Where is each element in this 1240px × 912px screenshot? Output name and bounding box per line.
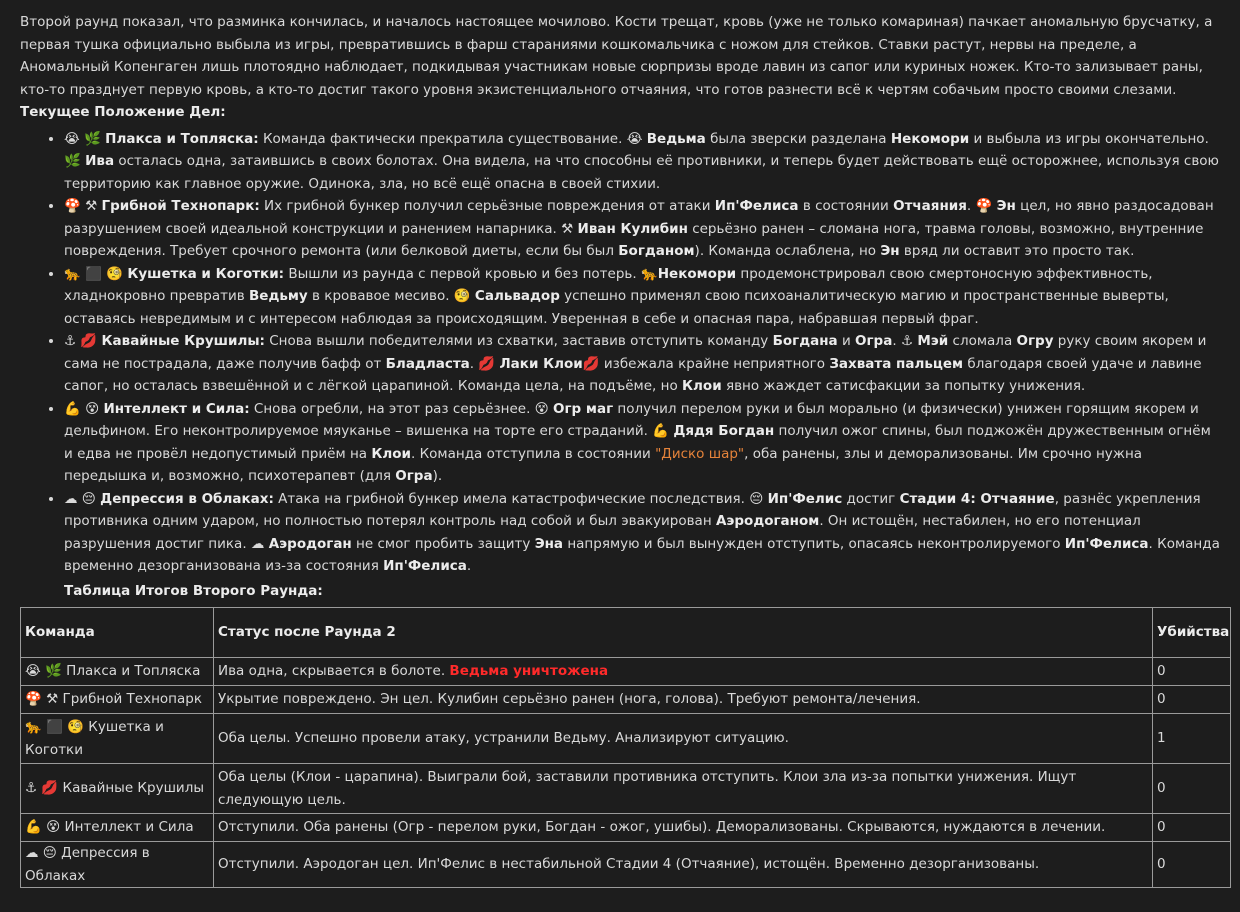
cell-team: 🍄 ⚒ Грибной Технопарк (21, 686, 214, 714)
anchor-emoji-icon: ⚓ (900, 333, 914, 349)
cloud-emoji-icon: ☁ (250, 535, 265, 552)
cell-team: 💪 😵 Интеллект и Сила (21, 814, 214, 842)
team-emoji: 😭 🌿 (64, 130, 101, 147)
eliminated-badge: Ведьма уничтожена (449, 663, 609, 680)
cell-status: Оба целы (Клои - царапина). Выиграли бой, заставили противника отступить. Клои зла из-за попытки унижения. Ищут следующую цель. (214, 764, 1153, 814)
team-name: Кушетка и Коготки: (127, 265, 285, 282)
table-row (21, 686, 1231, 714)
cell-team: ☁ 😔 Депрессия в Облаках (21, 842, 214, 888)
disco-ball-status: "Диско шар" (655, 445, 745, 462)
tools-emoji-icon: ⚒ (561, 220, 574, 237)
cell-kills: 0 (1153, 686, 1231, 714)
monocle-face-emoji-icon: 🧐 (453, 288, 471, 304)
team-emoji: 🐆 ⬛ 🧐 (64, 265, 124, 282)
team-name: Кавайные Крушилы: (101, 333, 265, 349)
table-row (21, 764, 1231, 814)
table-header-row (21, 608, 1231, 658)
cell-kills: 0 (1153, 764, 1231, 814)
header-status: Статус после Раунда 2 (214, 608, 1153, 658)
table-title: Таблица Итогов Второго Раунда: (64, 582, 323, 599)
herb-emoji-icon: 🌿 (64, 153, 81, 169)
team-emoji: 💪 😵 (64, 400, 100, 417)
cell-kills: 0 (1153, 842, 1231, 888)
pensive-face-emoji-icon: 😔 (749, 490, 764, 507)
team-name: Грибной Технопарк: (101, 198, 260, 214)
mushroom-emoji-icon: 🍄 (975, 198, 993, 214)
list-item-team-5: • 💪 😵 Интеллект и Сила: Снова огребли, на этот раз серьёзнее. 😵 Огр маг получил перелом руки и был морально (и физически) унижен горящим якорем и дельфином. Его неконтролируемое мяуканье – вишенка на торте его страданий. 💪 Дядя Богдан получил ожог спины, был поджожён дружественным огнём и едва не провёл недопустимый приём на Клои. Команда отступила в состоянии "Диско шар", оба ранены, злы и деморализованы. Им срочно нужна передышка и, возможно, психотерапевт (для Огра). (64, 398, 1220, 488)
team-emoji: ☁ 😔 (64, 490, 96, 507)
cell-kills: 0 (1153, 814, 1231, 842)
list-item-team-1: • 😭 🌿 Плакса и Топляска: Команда фактически прекратила существование. 😭 Ведьма была зверски разделана Некомори и выбыла из игры окончательно. 🌿 Ива осталась одна, затаившись в своих болотах. Она видела, на что способны её противники, и теперь будет действовать ещё осторожнее, используя свою территорию как главное оружие. Одинока, зла, но всё ещё опасна в своей стихии. (64, 128, 1220, 196)
list-item-team-6: • ☁ 😔 Депрессия в Облаках: Атака на грибной бункер имела катастрофические последствия. 😔 Ип'Фелис достиг Стадии 4: Отчаяние, разнёс укрепления противника одним ударом, но полностью потерял контроль над собой и был эвакуирован Аэродоганом. Он истощён, нестабилен, но его потенциал разрушения достиг пика. ☁ Аэродоган не смог пробить защиту Эна напрямую и был вынужден отступить, опасаясь неконтролируемого Ип'Фелиса. Команда временно дезорганизована из-за состояния Ип'Фелиса. (64, 488, 1220, 578)
cell-team: 🐆 ⬛ 🧐 Кушетка и Коготки (21, 714, 214, 764)
cell-status: Отступили. Аэродоган цел. Ип'Фелис в нестабильной Стадии 4 (Отчаяние), истощён. Временно дезорганизованы. (214, 842, 1153, 888)
team-name: Депрессия в Облаках: (100, 490, 274, 507)
list-item-team-3: • 🐆 ⬛ 🧐 Кушетка и Коготки: Вышли из раунда с первой кровью и без потерь. 🐆Некомори продемонстрировал свою смертоносную эффективность, хладнокровно превратив Ведьму в кровавое месиво. 🧐 Сальвадор успешно применял свою психоаналитическую магию и пространственные выверты, оставаясь невредимым и с интересом наблюдая за происходящим. Уверенная в себе и опасная пара, набравшая первый фраг. (64, 263, 1220, 331)
team-name: Плакса и Топляска: (105, 130, 259, 147)
table-row (21, 714, 1231, 764)
dizzy-face-emoji-icon: 😵 (534, 400, 549, 417)
cell-status: Оба целы. Успешно провели атаку, устранили Ведьму. Анализируют ситуацию. (214, 714, 1153, 764)
flexed-biceps-emoji-icon: 💪 (652, 423, 670, 439)
cell-team: ⚓ 💋 Кавайные Крушилы (21, 764, 214, 814)
section-title: Текущее Положение Дел: (20, 104, 226, 120)
header-team: Команда (21, 608, 214, 658)
header-kills: Убийства (1153, 608, 1231, 658)
team-emoji: 🍄 ⚒ (64, 198, 98, 214)
cell-kills: 1 (1153, 714, 1231, 764)
leopard-emoji-icon: 🐆 (640, 265, 658, 282)
list-item-team-4: • ⚓ 💋 Кавайные Крушилы: Снова вышли победителями из схватки, заставив отступить команду Богдана и Огра. ⚓ Мэй сломала Огру руку своим якорем и сама не пострадала, даже получив бафф от Бладласта. 💋 Лаки Клои💋 избежала крайне неприятного Захвата пальцем благодаря своей удаче и лавине сапог, но осталась взвешённой и с лёгкой царапиной. Команда цела, на подъёме, но Клои явно жаждет сатисфакции за попытку унижения. (64, 330, 1220, 398)
team-emoji: ⚓ 💋 (64, 333, 98, 349)
cell-status: Ива одна, скрывается в болоте. Ведьма уничтожена (214, 658, 1153, 686)
kiss-emoji-icon: 💋 (582, 355, 600, 372)
cell-team: 😭 🌿 Плакса и Топляска (21, 658, 214, 686)
list-item-team-2: • 🍄 ⚒ Грибной Технопарк: Их грибной бункер получил серьёзные повреждения от атаки Ип'Фелиса в состоянии Отчаяния. 🍄 Эн цел, но явно раздосадован разрушением своей идеальной конструкции и ранением напарника. ⚒ Иван Кулибин серьёзно ранен – сломана нога, травма головы, возможно, внутренние повреждения. Требует срочного ремонта (или белковой диеты, если бы был Богданом). Команда ослаблена, но Эн вряд ли оставит это просто так. (64, 195, 1220, 263)
table-row (21, 658, 1231, 686)
intro-paragraph: Второй раунд показал, что разминка кончилась, и началось настоящее мочилово. Кости трещат, кровь (уже не только комариная) пачкает аномальную брусчатку, а первая тушка официально выбыла из игры, превратившись в фарш стараниями кошкомальчика с ножом для стейков. Ставки растут, нервы на пределе, а Аномальный Копенгаген лишь плотоядно наблюдает, подкидывая участникам новые сюрпризы вроде лавин из сапог или куриных ножек. Кто-то зализывает раны, кто-то празднует первую кровь, а кто-то достиг такого уровня экзистенциального отчаяния, что готов разнести всё к чертям собачьим просто своими слезами. (20, 14, 1213, 98)
table-row (21, 814, 1231, 842)
team-status-list (20, 128, 1220, 578)
team-name: Интеллект и Сила: (103, 400, 250, 417)
cell-status: Укрытие повреждено. Эн цел. Кулибин серьёзно ранен (нога, голова). Требуют ремонта/лечения. (214, 686, 1153, 714)
results-table (20, 607, 1231, 888)
cell-status: Отступили. Оба ранены (Огр - перелом руки, Богдан - ожог, ушибы). Деморализованы. Скрываются, нуждаются в лечении. (214, 814, 1153, 842)
table-row (21, 842, 1231, 888)
cell-kills: 0 (1153, 658, 1231, 686)
kiss-emoji-icon: 💋 (478, 355, 496, 372)
crying-emoji-icon: 😭 (626, 130, 643, 147)
